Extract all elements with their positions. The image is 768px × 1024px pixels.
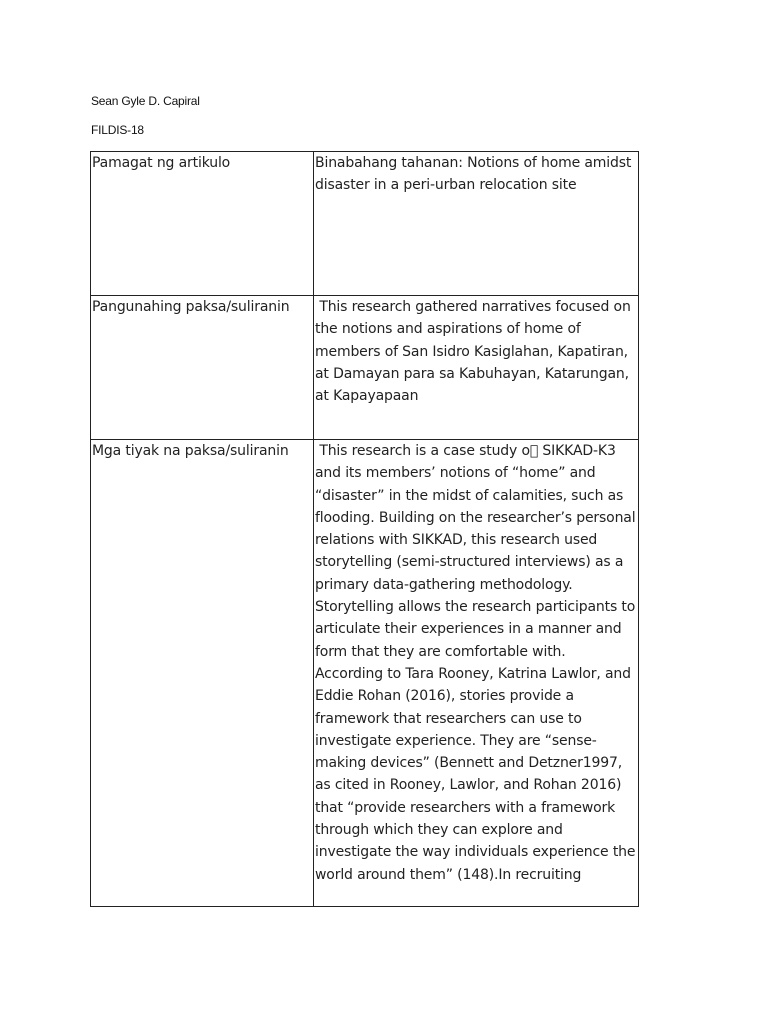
row-content: This research is a case study o  SIKKAD-K3 and its members’ notions of “home” and “disaster” in the midst of calamities, such as flooding. Building on the researcher’s personal relations with SIKKAD, this research used storytelling (semi-structured interviews) as a primary data-gathering methodology. Storytelling allows the research participants to articulate their experiences in a manner and form that they are comfortable with. According to Tara Rooney, Katrina Lawlor, and Eddie Rohan (2016), stories provide a framework that researchers can use to investigate experience. They are “sense-making devices” (Bennett and Detzner1997, as cited in Rooney, Lawlor, and Rohan 2016) that “provide researchers with a framework through which they can explore and investigate the way individuals experience the world around them” (148).In recruiting — [315, 443, 640, 883]
content-cell — [314, 152, 639, 296]
row-label: Pamagat ng artikulo — [92, 155, 231, 171]
row-content: This research gathered narratives focused on the notions and aspirations of home of members of San Isidro Kasiglahan, Kapatiran, at Damayan para sa Kabuhayan, Katarungan, at Kapayapaan — [315, 299, 636, 405]
content-cell — [314, 440, 639, 907]
content-cell — [314, 296, 639, 440]
row-label: Pangunahing paksa/suliranin — [92, 299, 290, 315]
label-cell — [91, 296, 314, 440]
table-row-main-topic — [91, 296, 639, 440]
label-cell — [91, 440, 314, 907]
label-cell — [91, 152, 314, 296]
table-row-title — [91, 152, 639, 296]
table-row-specific-topics — [91, 440, 639, 907]
author-name: Sean Gyle D. Capiral — [91, 94, 200, 108]
row-content: Binabahang tahanan: Notions of home amidst disaster in a peri-urban relocation site — [315, 155, 636, 194]
summary-table — [90, 151, 639, 907]
row-label: Mga tiyak na paksa/suliranin — [92, 443, 289, 459]
course-code: FILDIS-18 — [91, 123, 144, 137]
